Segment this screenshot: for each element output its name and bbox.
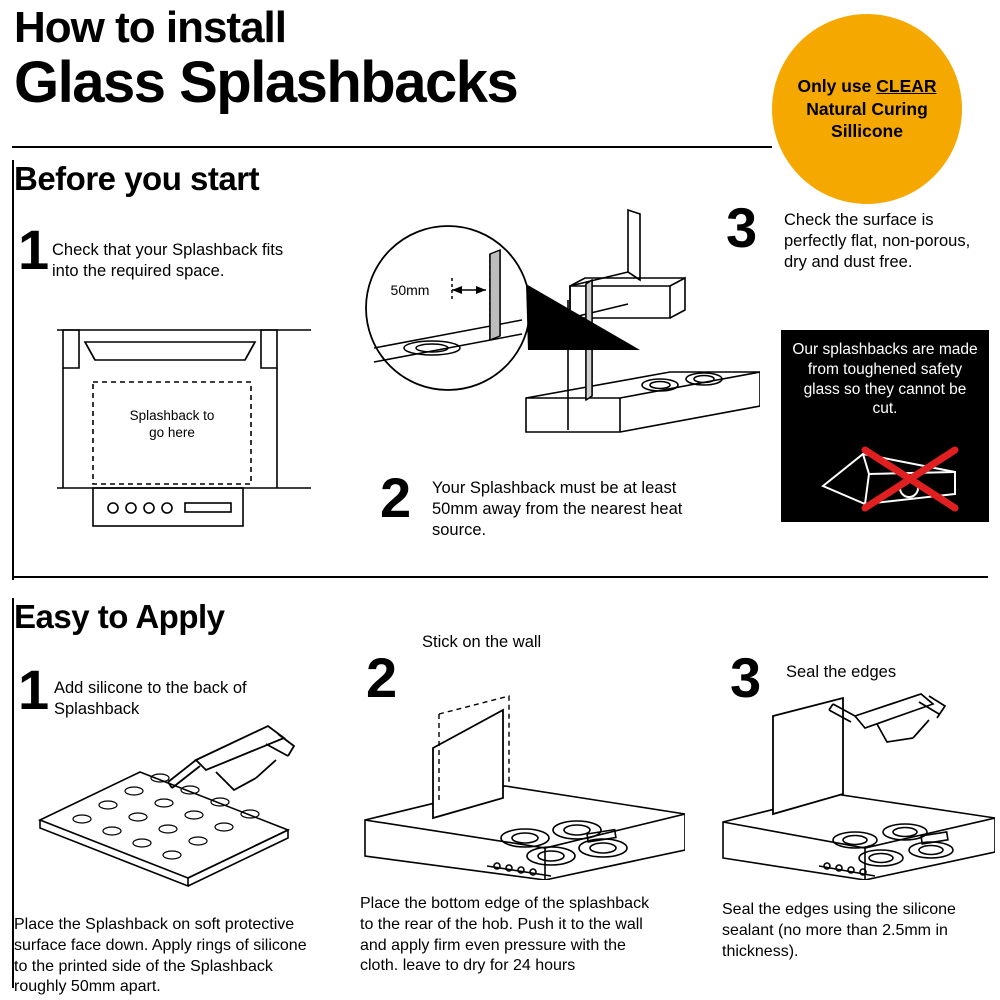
no-cutting-icon bbox=[805, 442, 967, 514]
section2-step1-text: Add silicone to the back of Splashback bbox=[54, 679, 247, 718]
section1-step1-number: 1 bbox=[18, 218, 50, 281]
section2-step3-text: Seal the edges bbox=[786, 663, 897, 681]
section2-step2-number: 2 bbox=[366, 646, 398, 709]
diagram-stick-on-wall bbox=[355, 690, 685, 880]
section-divider bbox=[12, 576, 988, 578]
diagram-splashback-space bbox=[55, 320, 315, 530]
page-title-line1: How to install bbox=[14, 3, 286, 52]
section1-step2-number: 2 bbox=[380, 466, 412, 529]
badge-line3: Sillicone bbox=[831, 121, 903, 142]
clear-silicone-badge bbox=[772, 14, 962, 204]
section1-step1-text: Check that your Splashback fits into the required space. bbox=[52, 241, 284, 280]
section2-step1-caption: Place the Splashback on soft protective surface face down. Apply rings of silicone to the printed side of the Splashback roughly 50mm apart. bbox=[14, 916, 307, 996]
diagram-seal-edges bbox=[715, 690, 995, 880]
section1-step2-text: Your Splashback must be at least 50mm away from the nearest heat source. bbox=[432, 479, 683, 539]
section2-step2-caption: Place the bottom edge of the splashback to the rear of the hob. Push it to the wall and apply firm even pressure with the cloth. leave to dry for 24 hours bbox=[360, 895, 650, 975]
section1-left-rule bbox=[12, 160, 14, 580]
notice-text: Our splashbacks are made from toughened safety glass so they cannot be cut. bbox=[792, 341, 978, 418]
diagram-label-splashback-to-go-here-line1: Splashback to bbox=[129, 408, 215, 423]
section2-step2-text: Stick on the wall bbox=[422, 633, 542, 651]
badge-line1-underlined: CLEAR bbox=[876, 76, 937, 97]
diagram-apply-silicone bbox=[20, 720, 330, 900]
diagram-50mm-clearance bbox=[340, 196, 760, 490]
section-heading-easy-to-apply: Easy to Apply bbox=[14, 598, 225, 635]
section2-step1-number: 1 bbox=[18, 658, 50, 721]
badge-line2: Natural Curing bbox=[806, 98, 928, 119]
diagram-label-50mm: 50mm bbox=[390, 282, 430, 298]
diagram-label-splashback-to-go-here-line2: go here bbox=[149, 425, 195, 440]
section2-step3-number: 3 bbox=[730, 646, 762, 709]
notice-toughened-glass bbox=[781, 330, 989, 522]
section1-step3-number: 3 bbox=[726, 196, 758, 259]
badge-line1-prefix: Only use bbox=[797, 76, 877, 97]
section2-step3-caption: Seal the edges using the silicone sealant (no more than 2.5mm in thickness). bbox=[722, 901, 956, 960]
section-heading-before-you-start: Before you start bbox=[14, 160, 260, 197]
page-title-line2: Glass Splashbacks bbox=[14, 50, 518, 115]
header-divider bbox=[12, 146, 772, 148]
section1-step3-text: Check the surface is perfectly flat, non-porous, dry and dust free. bbox=[784, 211, 971, 271]
